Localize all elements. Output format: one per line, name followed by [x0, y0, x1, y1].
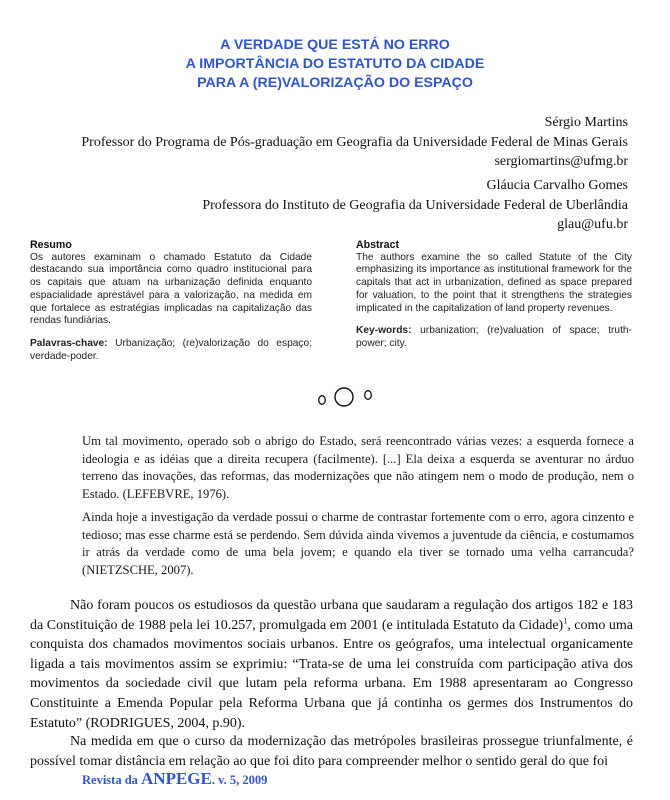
author-affiliation: Professor do Programa de Pós-graduação em Geografia da Universidade Federal de Minas Gerais — [81, 134, 628, 150]
keywords-text: Urbanização; (re)valorização do espaço; verdade-poder. — [30, 337, 312, 362]
keywords-text: urbanization; (re)valuation of space; truth-power; city. — [356, 325, 632, 349]
small-circle-left — [319, 396, 326, 405]
large-circle — [335, 388, 353, 406]
author-name: Sérgio Martins — [544, 115, 628, 130]
author-block-2 — [202, 176, 628, 235]
body-paragraph-1 — [30, 596, 633, 733]
author-name: Gláucia Carvalho Gomes — [486, 178, 628, 193]
abstract-heading: Abstract — [356, 239, 399, 251]
keywords-label: Key-words: — [356, 325, 412, 337]
author-affiliation: Professora do Instituto de Geografia da Universidade Federal de Uberlândia — [202, 197, 628, 213]
keywords-label: Palavras-chave: — [30, 337, 108, 349]
article-title — [0, 36, 670, 93]
p1-text-before: Não foram poucos os estudiosos da questão urbana que saudaram a regulação dos artigos 182 e 183 da Constituição de 1988 pela lei 10.257, promulgada em 2001 (e intitulada Estatuto da Cidade) — [30, 598, 633, 633]
p1-text-after: , como uma conquista dos chamados movimentos sociais urbanos. Entre os geógrafos, uma intelectual organicamente ligada a tais movimentos assim se exprimiu: “Trata-se de uma lei construída com participação ativa dos movimentos da sociedade civil que lutam pela reforma urbana. Em 1988 apresentaram ao Congresso Constituinte a Emenda Popular pela Reforma Urbana que já continha os germes dos Instrumentos do Estatuto” (RODRIGUES, 2004, p.90). — [30, 617, 633, 731]
resumo-heading: Resumo — [30, 239, 72, 251]
resumo-keywords — [30, 338, 312, 363]
epigraph-quote-2: Ainda hoje a investigação da verdade possui o charme de contrastar fortemente com o erro, agora cinzento e tedioso; mas esse charme está se perdendo. Sem dúvida ainda vivemos a juventude da ciência, e costumamos ir atrás da verdade como de uma bela jovem; e quando ela tiver se tornado uma velha carrancuda? (NIETZSCHE, 2007). — [82, 510, 634, 577]
author-email: glau@ufu.br — [557, 217, 628, 232]
title-line-2: A IMPORTÂNCIA DO ESTATUTO DA CIDADE — [185, 56, 485, 72]
footnote-ref[interactable]: 1 — [563, 615, 568, 625]
journal-name: ANPEGE — [141, 769, 212, 788]
author-email: sergiomartins@ufmg.br — [494, 154, 628, 169]
journal-footer — [82, 769, 267, 789]
abstract-keywords — [356, 325, 632, 350]
author-block-1 — [81, 113, 628, 172]
abstract-text: The authors examine the so called Statute of the City emphasizing its importance as institutional framework for the capitals that act in urbanization, defined as space prepared for valuation, to the point that it strengthens the strategies implicated in the capitalization of land property revenues. — [356, 251, 632, 314]
footer-volume: . v. 5, 2009 — [211, 773, 268, 787]
footer-prefix: Revista da — [82, 773, 138, 787]
body-paragraph-2: Na medida em que o curso da modernização das metrópoles brasileiras prossegue triunfalmente, é possível tomar distância em relação ao que foi dito para compreender melhor o sentido geral do que foi — [30, 734, 633, 769]
title-line-1: A VERDADE QUE ESTÁ NO ERRO — [220, 37, 450, 53]
small-circle-right — [365, 391, 372, 400]
resumo-section — [30, 239, 312, 363]
abstract-section — [356, 239, 632, 351]
title-line-3: PARA A (RE)VALORIZAÇÃO DO ESPAÇO — [197, 75, 473, 91]
circles-ornament — [316, 385, 386, 413]
resumo-text: Os autores examinam o chamado Estatuto da Cidade destacando sua importância como quadro institucional para os capitais que atuam na urbanização definida enquanto espacialidade aprestável para a valorização, na medida em que fortalece as estratégias implicadas na capitalização das rendas fundiárias. — [30, 251, 312, 327]
epigraph-quote-1: Um tal movimento, operado sob o abrigo do Estado, será reencontrado várias vezes: a esquerda fornece a ideologia e as idéias que a direita recupera (facilmente). [...] Ela deixa a esquerda se aventurar no árduo terreno das inovações, das reformas, das modernizações que não atingem nem o modo de produção, nem o Estado. (LEFEBVRE, 1976). — [82, 434, 634, 501]
